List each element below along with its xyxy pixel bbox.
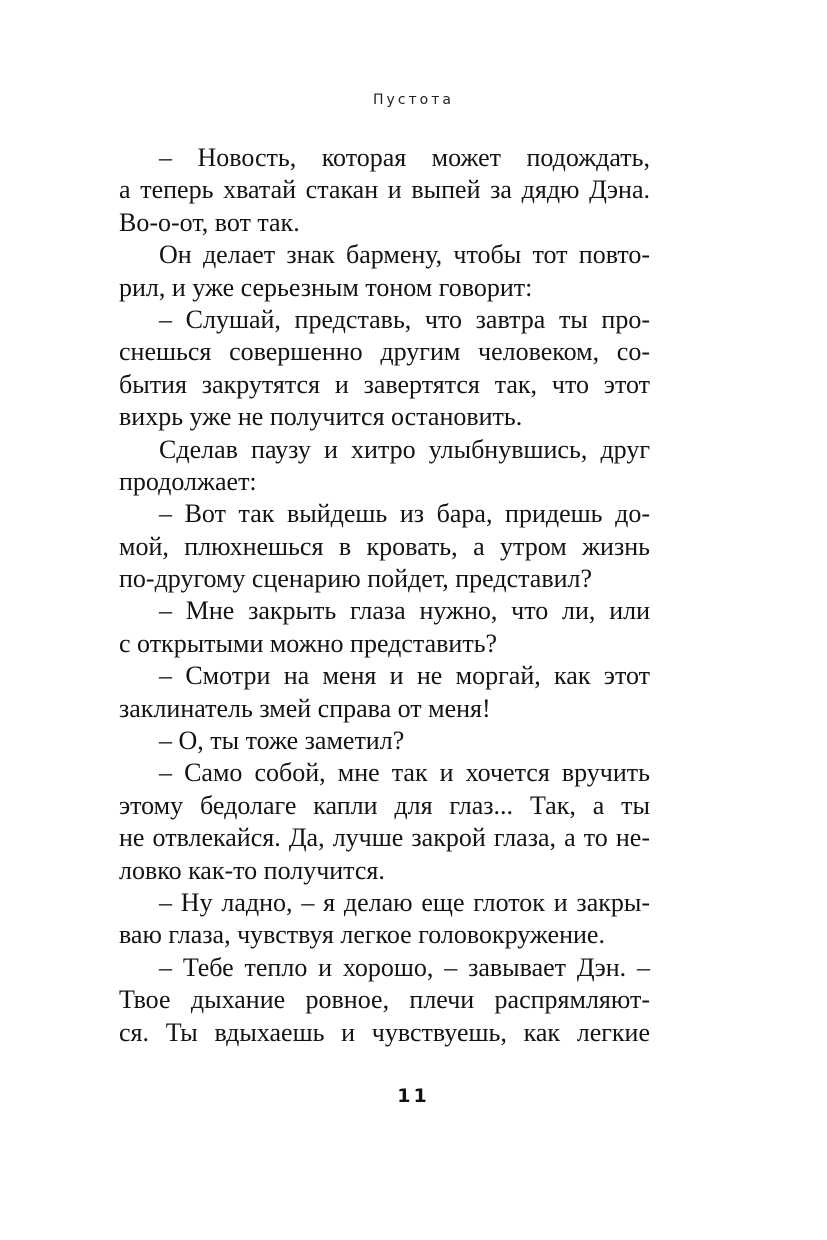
text-line: мой, плюхнешься в кровать, а утром жизнь (119, 531, 650, 561)
text-line: Во-о-от, вот так. (119, 207, 300, 237)
text-line: по-другому сценарию пойдет, представил? (119, 564, 593, 594)
text-line: – Новость, которая может подождать, (159, 143, 650, 172)
text-line: – Ну ладно, – я делаю еще глоток и закры- (159, 887, 650, 917)
text-line: бытия закрутятся и завертятся так, что этот (119, 369, 650, 399)
text-line: рил, и уже серьезным тоном говорит: (119, 272, 533, 302)
text-line: ваю глаза, чувствуя легкое головокружение. (119, 920, 605, 950)
text-line: Сделав паузу и хитро улыбнувшись, друг (159, 434, 650, 464)
text-line: ловко как-то получится. (119, 855, 385, 885)
body-text (119, 142, 650, 1049)
text-line: – Вот так выйдешь из бара, придешь до- (159, 499, 650, 529)
text-line: этому бедолаге капли для глаз... Так, а ты (119, 790, 650, 820)
text-line: снешься совершенно другим человеком, со- (119, 337, 650, 367)
text-line: с открытыми можно представить? (119, 628, 498, 658)
text-line: – Мне закрыть глаза нужно, что ли, или (159, 596, 650, 626)
text-line: не отвлекайся. Да, лучше закрой глаза, а то не- (119, 823, 650, 853)
running-head: Пустота (373, 92, 454, 108)
text-line: заклинатель змей справа от меня! (119, 693, 491, 723)
text-line: продолжает: (119, 466, 257, 496)
text-line: Твое дыхание ровное, плечи распрямляют- (119, 985, 650, 1015)
text-line: – О, ты тоже заметил? (159, 726, 405, 756)
text-line: вихрь уже не получится остановить. (119, 402, 523, 432)
text-line: – Смотри на меня и не моргай, как этот (159, 661, 650, 691)
text-line: – Само собой, мне так и хочется вручить (159, 758, 650, 788)
text-line: ся. Ты вдыхаешь и чувствуешь, как легкие (119, 1017, 650, 1047)
text-line: – Слушай, представь, что завтра ты про- (159, 304, 650, 334)
text-line: а теперь хватай стакан и выпей за дядю Дэна. (119, 175, 650, 205)
text-line: Он делает знак бармену, чтобы тот повто- (159, 240, 650, 270)
text-line: – Тебе тепло и хорошо, – завывает Дэн. – (159, 952, 650, 982)
page-number: 11 (397, 1085, 430, 1107)
